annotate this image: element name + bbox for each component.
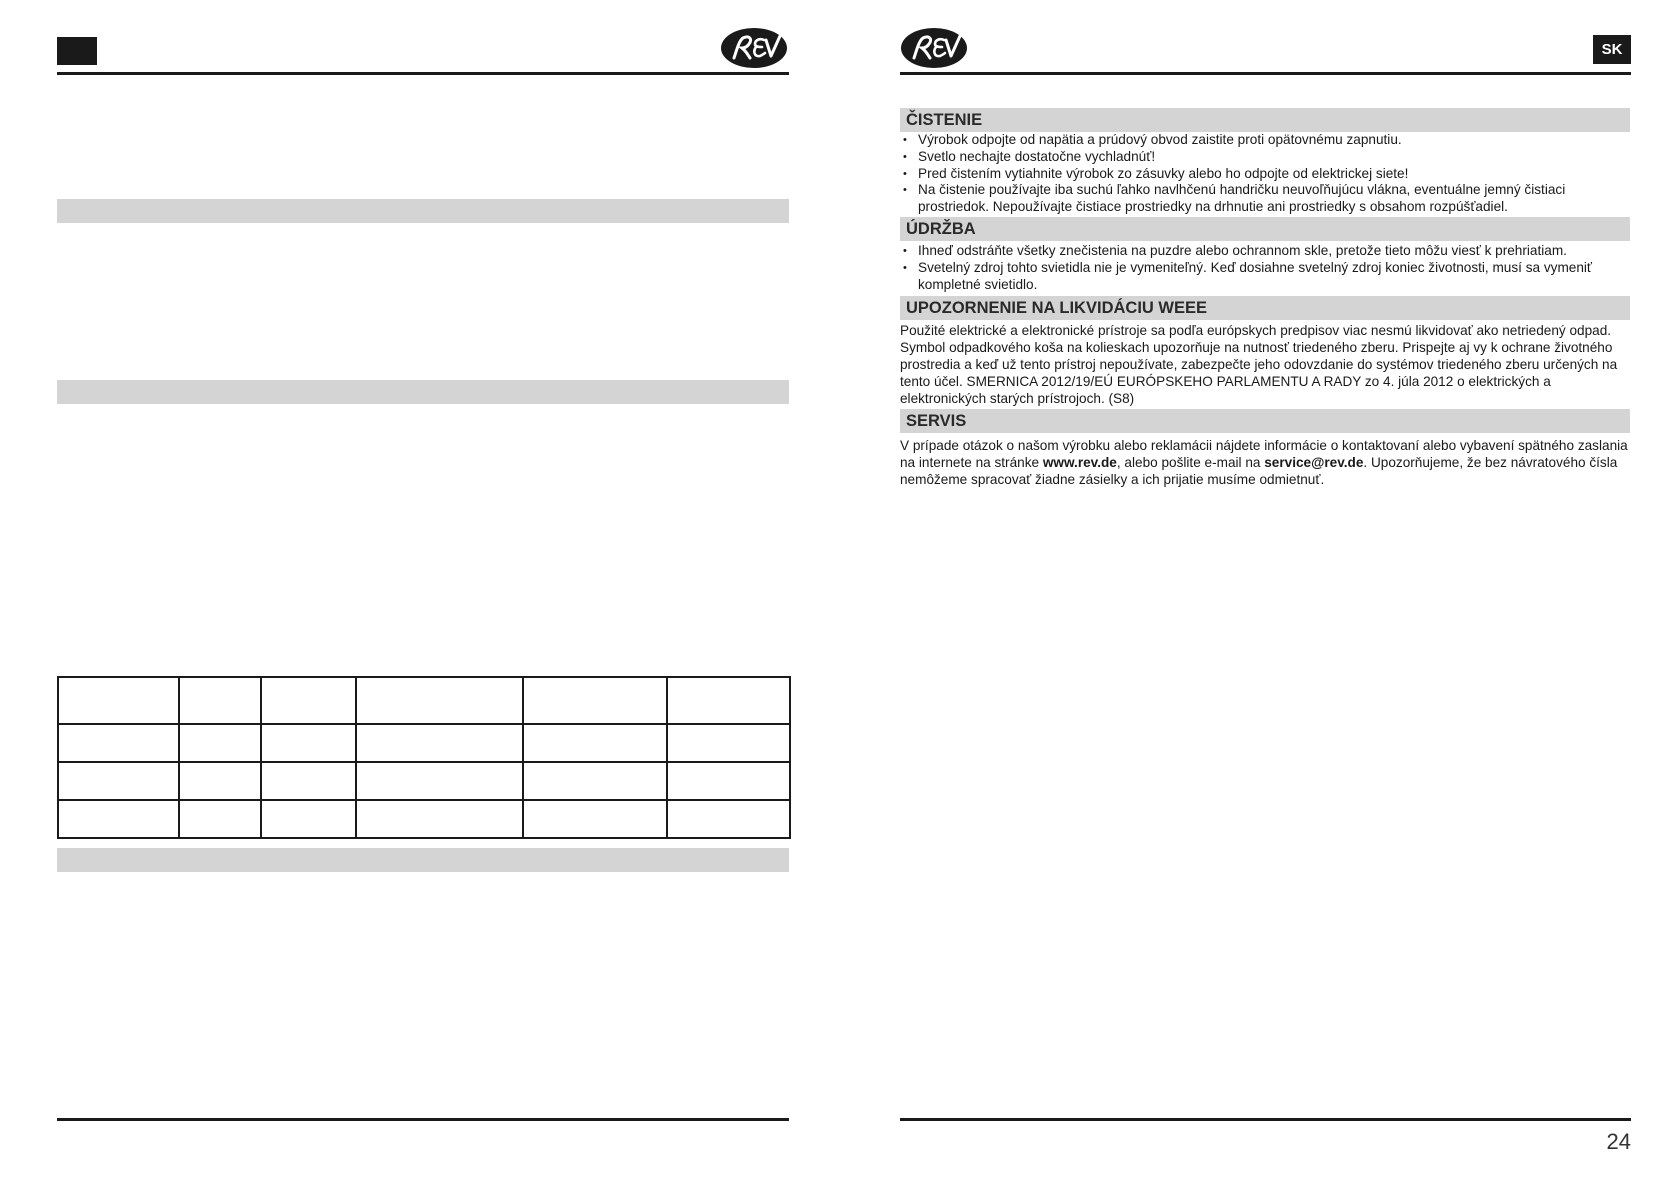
table-cell bbox=[58, 762, 179, 800]
page-number: 24 bbox=[1606, 1129, 1631, 1154]
table-cell bbox=[667, 677, 790, 724]
table-cell bbox=[58, 724, 179, 762]
table-cell bbox=[523, 724, 667, 762]
table-cell bbox=[179, 677, 261, 724]
section-title-weee: UPOZORNENIE NA LIKVIDÁCIU WEEE bbox=[900, 296, 1630, 320]
list-item: • Ihneď odstráňte všetky znečistenia na puzdre alebo ochrannom skle, pretože tieto môžu viesť k prehriatiam. bbox=[900, 243, 1630, 260]
maintenance-list bbox=[900, 243, 1630, 293]
table-cell bbox=[179, 800, 261, 838]
email-link[interactable]: service@rev.de bbox=[1264, 455, 1364, 470]
section-bar-3 bbox=[57, 848, 789, 872]
header-rule-right bbox=[900, 72, 1631, 75]
rev-logo-icon bbox=[720, 27, 788, 69]
language-badge: SK bbox=[1593, 35, 1631, 64]
spec-table bbox=[57, 676, 791, 839]
table-cell bbox=[58, 800, 179, 838]
table-row bbox=[58, 800, 790, 838]
table-cell bbox=[667, 800, 790, 838]
table-row bbox=[58, 762, 790, 800]
table-cell bbox=[667, 724, 790, 762]
service-text-part: V prípade otázok o našom výrobku alebo reklamácii nájdete informácie o kontaktovaní alebo vybavení spätného zaslania na internete na stránke bbox=[900, 438, 1628, 470]
table-cell bbox=[356, 724, 523, 762]
list-item: • Pred čistením vytiahnite výrobok zo zásuvky alebo ho odpojte od elektrickej siete! bbox=[900, 166, 1630, 183]
header-rule-left bbox=[57, 72, 789, 75]
table-cell bbox=[261, 762, 356, 800]
list-item: • Svetlo nechajte dostatočne vychladnúť! bbox=[900, 149, 1630, 166]
list-item: • Na čistenie používajte iba suchú ľahko navlhčenú handričku neuvoľňujúcu vlákna, eventuálne jemný čistiaci prostriedok. Nepoužívajte čistiace prostriedky na drhnutie ani prostriedky s obsahom rozpúšťadiel. bbox=[900, 182, 1630, 216]
table-cell bbox=[356, 800, 523, 838]
table-row bbox=[58, 724, 790, 762]
footer-rule-right bbox=[900, 1118, 1631, 1121]
footer-rule-left bbox=[57, 1118, 789, 1121]
service-text-part: . Upozorňujeme, že bez návratového čísla nemôžeme spracovať žiadne zásielky a ich prijatie musíme odmietnuť. bbox=[900, 455, 1618, 487]
table-cell bbox=[179, 724, 261, 762]
weee-text: Použité elektrické a elektronické prístroje sa podľa európskych predpisov viac nesmú likvidovať ako netriedený odpad. Symbol odpadkového koša na kolieskach upozorňuje na nutnosť triedeného zberu. Prispejte aj vy k ochrane životného prostredia a keď už tento prístroj nepoužívate, zabezpečte jeho odovzdanie do systémov triedeného zberu určených na tento účel. SMERNICA 2012/19/EÚ EURÓPSKEHO PARLAMENTU A RADY zo 4. júla 2012 o elektrických a elektronických starých prístrojoch. (S8) bbox=[900, 323, 1618, 406]
list-item: • Svetelný zdroj tohto svietidla nie je vymeniteľný. Keď dosiahne svetelný zdroj koniec životnosti, musí sa vymeniť kompletné svietidlo. bbox=[900, 260, 1630, 294]
table-cell bbox=[523, 800, 667, 838]
table-cell bbox=[261, 800, 356, 838]
website-link[interactable]: www.rev.de bbox=[1042, 455, 1117, 470]
service-text-part: , alebo pošlite e-mail na bbox=[1116, 455, 1265, 470]
rev-logo-icon bbox=[900, 27, 968, 69]
cleaning-list bbox=[900, 132, 1630, 216]
section-bar-2 bbox=[57, 380, 789, 404]
table-cell bbox=[179, 762, 261, 800]
language-badge-placeholder bbox=[57, 37, 97, 65]
service-text bbox=[900, 437, 1630, 488]
table-cell bbox=[58, 677, 179, 724]
table-cell bbox=[356, 762, 523, 800]
section-title-maintenance: ÚDRŽBA bbox=[900, 217, 1630, 241]
table-cell bbox=[261, 724, 356, 762]
table-cell bbox=[356, 677, 523, 724]
table-cell bbox=[261, 677, 356, 724]
table-row bbox=[58, 677, 790, 724]
section-title-service: SERVIS bbox=[900, 409, 1630, 433]
section-title-cleaning: ČISTENIE bbox=[900, 108, 1630, 132]
table-cell bbox=[667, 762, 790, 800]
table-cell bbox=[523, 677, 667, 724]
list-item: • Výrobok odpojte od napätia a prúdový obvod zaistite proti opätovnému zapnutiu. bbox=[900, 132, 1630, 149]
section-bar-1 bbox=[57, 199, 789, 223]
table-cell bbox=[523, 762, 667, 800]
